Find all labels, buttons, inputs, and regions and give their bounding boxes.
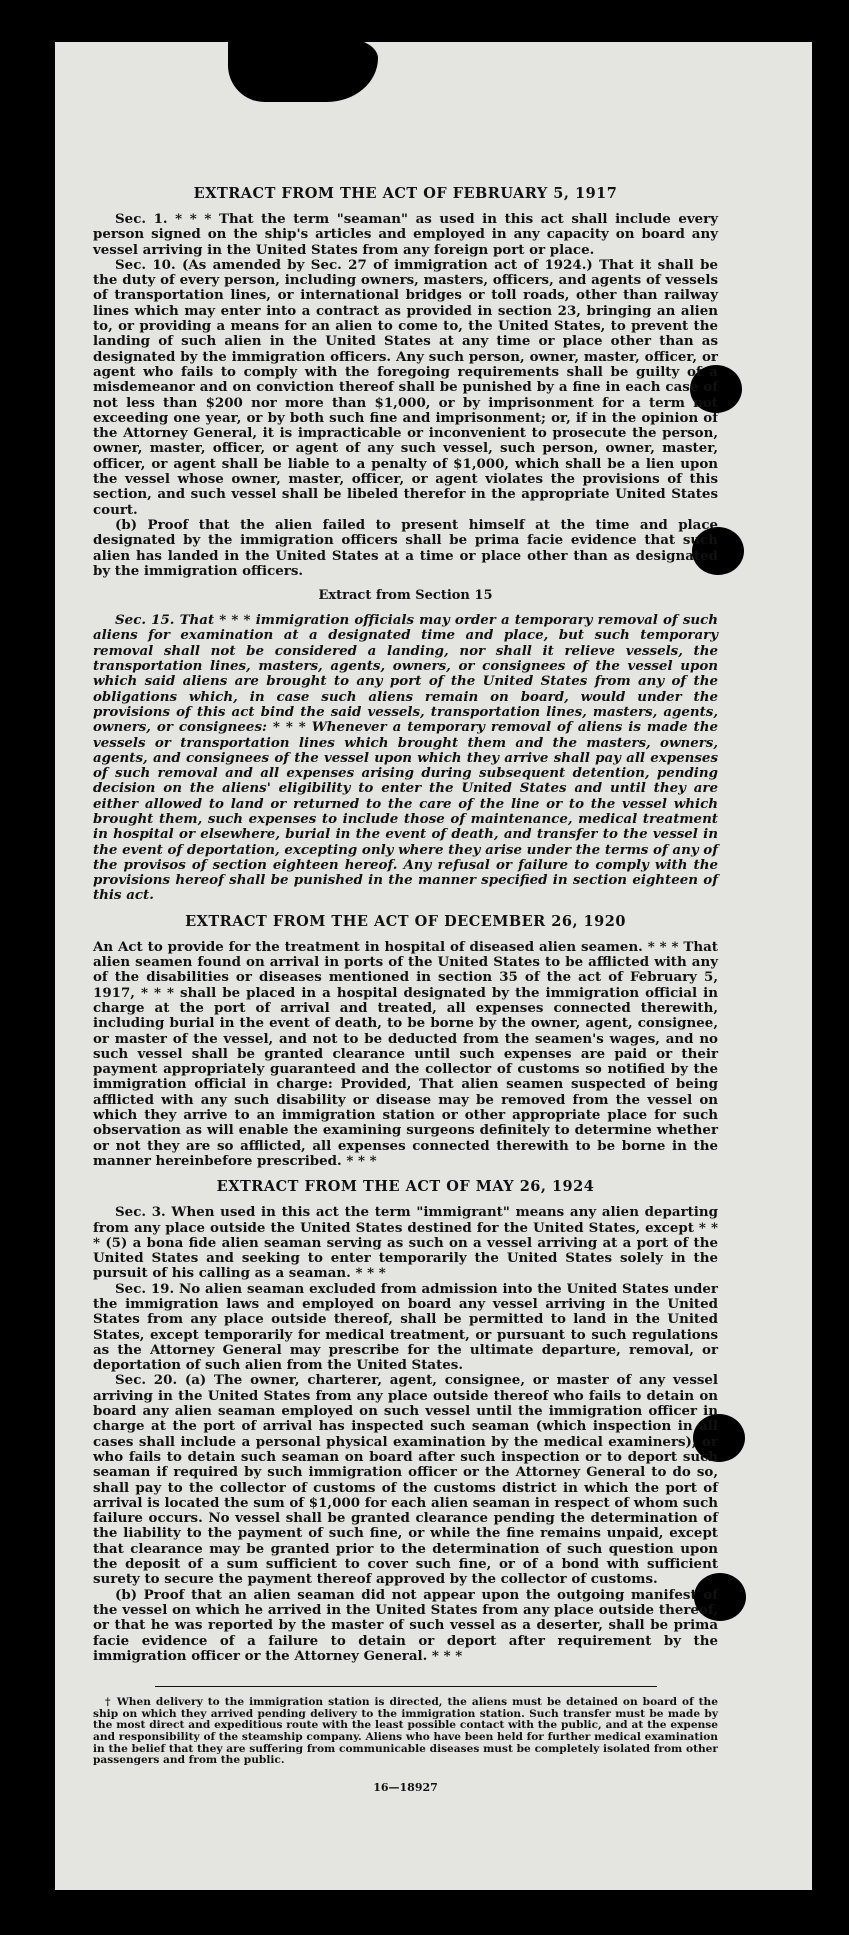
paragraph-act-1920: An Act to provide for the treatment in hospital of diseased alien seamen. * * * That alien seamen found on arrival in ports of the United States to be afflicted with any of the disabilities or diseases mentioned in section 35 of the act of February 5, 1917, * * * shall be placed in a hospital designated by the immigration official in charge at the port of arrival and treated, all expenses connected therewith, including burial in the event of death, to be borne by the owner, agent, consignee, or master of the vessel, and not to be deducted from the seamen's wages, and no such vessel shall be granted clearance until such expenses are paid or their payment appropriately guaranteed and the collector of customs so notified by the immigration official in charge: Provided, That alien seamen suspected of being afflicted with any such disability or disease may be removed from the vessel on which they arrive to an immigration station or other appropriate place for such observation as will enable the examining surgeons definitely to determine whether or not they are so afflicted, all expenses connected therewith to be borne in the manner hereinbefore prescribed. * * * (93, 938, 718, 1169)
paragraph-sec20b: (b) Proof that an alien seaman did not appear upon the outgoing manifest of the vessel on which he arrived in the United States from any place outside thereof, or that he was reported by the master of such vessel as a deserter, shall be prima facie evidence of a failure to detain or deport after requirement by the immigration officer or the Attorney General. * * * (93, 1586, 718, 1664)
paragraph-sec3: Sec. 3. When used in this act the term "immigrant" means any alien departing from any place outside the United States destined for the United States, except * * * (5) a bona fide alien seaman serving as such on a vessel arriving at a port of the United States and seeking to enter temporarily the United States solely in the pursuit of his calling as a seaman. * * * (93, 1204, 718, 1282)
spacer (93, 1169, 718, 1176)
spacer (93, 579, 718, 586)
heading-act-1920: EXTRACT FROM THE ACT OF DECEMBER 26, 1920 (185, 912, 626, 930)
paragraph-sec10b: (b) Proof that the alien failed to present himself at the time and place designated by the immigration officers shall be prima facie evidence that such alien has landed in the United States at a time or place other than as designated by the immigration officers. (93, 516, 718, 579)
paragraph-sec20a: Sec. 20. (a) The owner, charterer, agent, consignee, or master of any vessel arriving in the United States from any place outside thereof who fails to detain on board any alien seaman employed on such vessel until the immigration officer in charge at the port of arrival has inspected such seaman (which inspection in all cases shall include a personal physical examination by the medical examiners), or who fails to detain such seaman on board after such inspection or to deport such seaman if required by such immigration officer or the Attorney General to do so, shall pay to the collector of customs of the customs district in which the port of arrival is located the sum of $1,000 for each alien seaman in respect of whom such failure occurs. No vessel shall be granted clearance pending the determination of the liability to the payment of such fine, or while the fine remains unpaid, except that clearance may be granted prior to the determination of such question upon the deposit of a sum sufficient to cover such fine, or of a bond with sufficient surety to secure the payment thereof approved by the collector of customs. (93, 1372, 718, 1588)
heading-act-1924: EXTRACT FROM THE ACT OF MAY 26, 1924 (216, 1178, 595, 1196)
footnote: † When delivery to the immigration station is directed, the aliens must be detained on board of the ship on which they arrived pending delivery to the immigration station. Such transfer must be made by the most direct and expeditious route with the least possible contact with the public, and at the expense and responsibility of the steamship company. Aliens who have been held for further medical examination in the belief that they are suffering from communicable diseases must be completely isolated from other passengers and from the public. (93, 1696, 718, 1767)
paragraph-sec19: Sec. 19. No alien seaman excluded from admission into the United States under the immigration laws and employed on board any vessel arriving in the United States from any place outside thereof, shall be permitted to land in the United States, except temporarily for medical treatment, or pursuant to such regulations as the Attorney General may prescribe for the ultimate departure, removal, or deportation of such alien from the United States. (93, 1280, 718, 1374)
heading-act-1917: EXTRACT FROM THE ACT OF FEBRUARY 5, 1917 (193, 185, 618, 202)
paragraph-sec15: Sec. 15. That * * * immigration officials may order a temporary removal of such aliens for examination at a designated time and place, but such temporary removal shall not be considered a landing, nor shall it relieve vessels, the transportation lines, masters, agents, owners, or consignees of the vessel upon which said aliens are brought to any port of the United States from any of the obligations which, in case such aliens remain on board, would under the provisions of this act bind the said vessels, transportation lines, masters, agents, owners, or consignees: * * * Whenever a temporary removal of aliens is made the vessels or transportation lines which brought them and the masters, owners, agents, and consignees of the vessel upon which they arrive shall pay all expenses of such removal and all expenses arising during subsequent detention, pending decision on the aliens' eligibility to enter the United States and until they are either allowed to land or returned to the care of the line or to the vessel which brought them, such expenses to include those of maintenance, medical treatment in hospital or elsewhere, burial in the event of death, and transfer to the vessel in the event of deportation, excepting only where they arise under the terms of any of the provisos of section eighteen hereof. Any refusal or failure to comply with the provisions hereof shall be punished in the manner specified in section eighteen of this act. (93, 612, 718, 904)
heading-section-15: Extract from Section 15 (318, 588, 493, 604)
page-code: 16—18927 (373, 1780, 438, 1794)
document-content (93, 183, 718, 1794)
torn-edge (228, 36, 378, 102)
footnote-divider (155, 1686, 657, 1687)
spacer (93, 904, 718, 911)
paragraph-sec1: Sec. 1. * * * That the term "seaman" as used in this act shall include every person signed on the ship's articles and employed in any capacity on board any vessel arriving in the United States from any foreign port or place. (93, 211, 718, 258)
paragraph-sec10: Sec. 10. (As amended by Sec. 27 of immigration act of 1924.) That it shall be the duty of every person, including owners, masters, officers, and agents of vessels of transportation lines, or international bridges or toll roads, other than railway lines which may enter into a contract as provided in section 23, bringing an alien to, or providing a means for an alien to come to, the United States, to prevent the landing of such alien in the United States at any time or place other than as designated by the immigration officers. Any such person, owner, master, officer, or agent who fails to comply with the foregoing requirements shall be guilty of a misdemeanor and on conviction thereof shall be punished by a fine in each case of not less than $200 nor more than $1,000, or by imprisonment for a term not exceeding one year, or by both such fine and imprisonment; or, if in the opinion of the Attorney General, it is impracticable or inconvenient to prosecute the person, owner, master, officer, or agent of any such vessel, such person, owner, master, officer, or agent shall be liable to a penalty of $1,000, which shall be a lien upon the vessel whose owner, master, officer, or agent violates the provisions of this section, and such vessel shall be libeled therefor in the appropriate United States court. (93, 256, 718, 518)
